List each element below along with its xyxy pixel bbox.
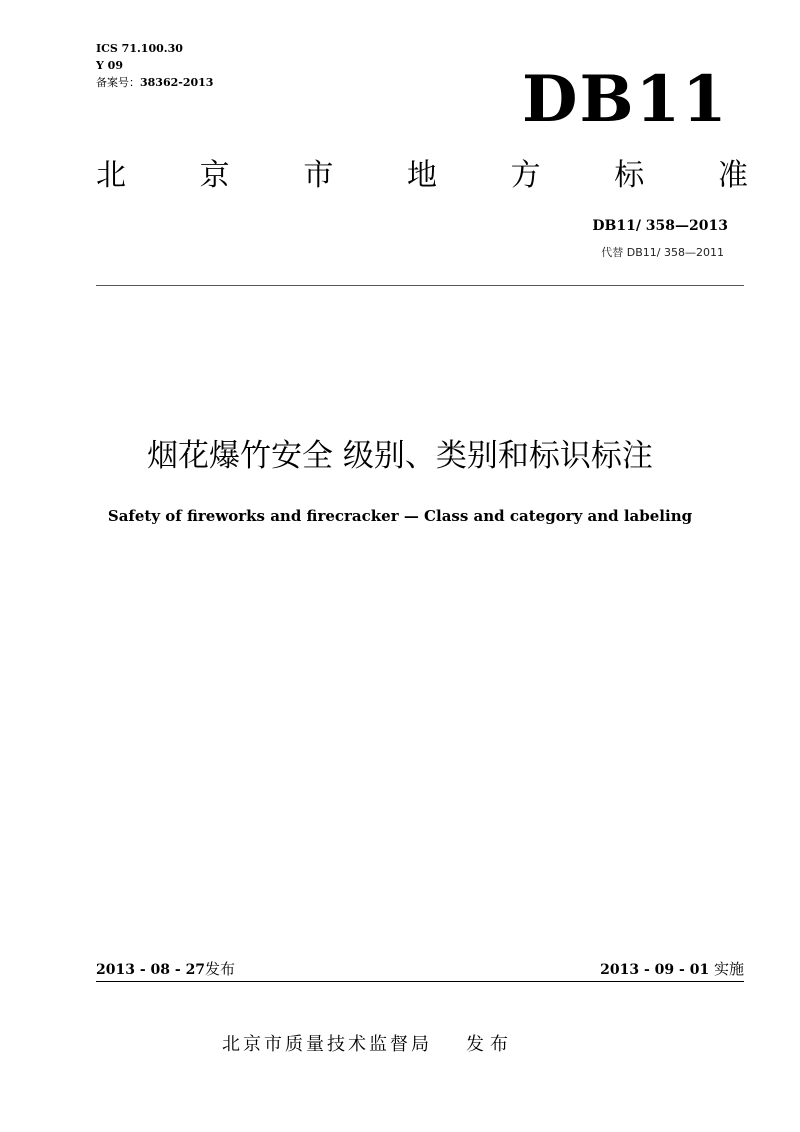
publisher [222, 1030, 514, 1056]
record-label: 备案号： [96, 76, 140, 89]
issuer-title [96, 152, 748, 200]
issuer-title-char: 地 [406, 158, 437, 193]
publisher-name: 北京市质量技术监督局 [222, 1034, 432, 1055]
issuer-title-char: 市 [303, 158, 334, 193]
ics-code: ICS 71.100.30 [96, 42, 183, 55]
issuer-title-char: 京 [199, 158, 230, 193]
publish-label: 发布 [205, 960, 236, 978]
issuer-title-char: 标 [614, 158, 645, 193]
chinese-title: 烟花爆竹安全 级别、类别和标识标注 [147, 438, 653, 474]
issuer-title-char: 准 [717, 158, 748, 193]
implement-date-value: 2013 - 09 - 01 [600, 962, 710, 978]
record-value: 38362-2013 [140, 76, 214, 89]
replaces-note: 代替 DB11/ 358—2011 [601, 246, 724, 259]
issue-label: 发布 [466, 1034, 514, 1055]
issuer-title-char: 方 [510, 158, 541, 193]
implement-label: 实施 [713, 960, 744, 978]
publish-date [96, 958, 235, 979]
english-title: Safety of fireworks and firecracker — Class and category and labeling [107, 507, 693, 525]
standard-number: DB11/ 358—2013 [592, 218, 728, 234]
footer-divider [96, 981, 744, 982]
record-number [96, 74, 213, 91]
class-code: Y 09 [96, 59, 123, 72]
implement-date [600, 958, 744, 979]
issuer-title-char: 北 [96, 158, 126, 193]
publish-date-value: 2013 - 08 - 27 [96, 962, 206, 978]
standard-meta [96, 40, 213, 91]
header-divider [96, 285, 744, 286]
db-code: DB11 [522, 62, 729, 137]
